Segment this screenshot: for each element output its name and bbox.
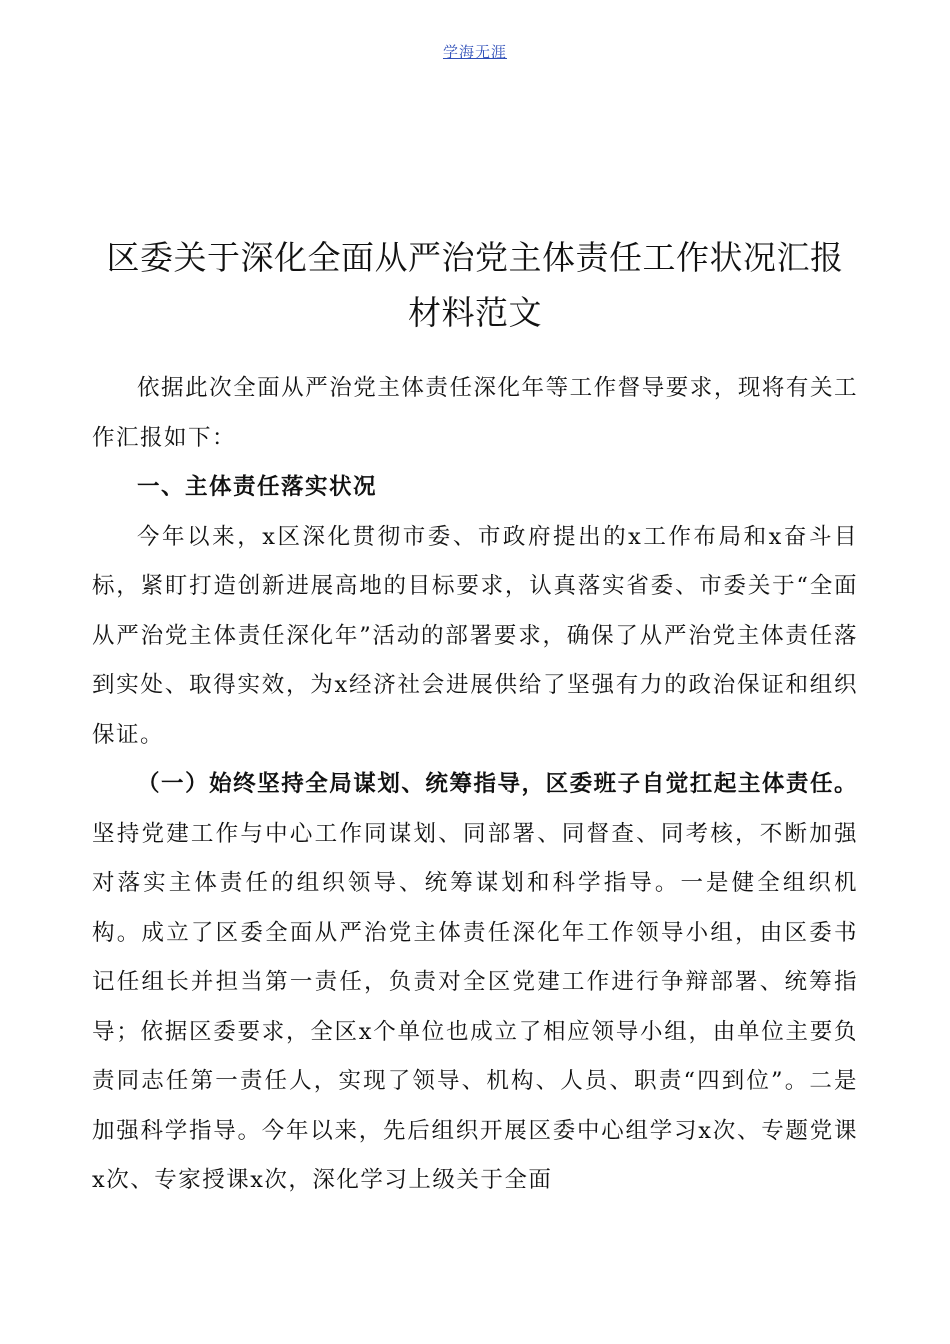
document-body bbox=[92, 364, 858, 1206]
intro-paragraph: 依据此次全面从严治党主体责任深化年等工作督导要求，现将有关工作汇报如下： bbox=[92, 375, 858, 451]
subsection-text: 坚持党建工作与中心工作同谋划、同部署、同督查、同考核，不断加强对落实主体责任的组织领导、统筹谋划和科学指导。一是健全组织机构。成立了区委全面从严治党主体责任深化年工作领导小组，由区委书记任组长并担当第一责任，负责对全区党建工作进行争辩部署、统筹指导；依据区委要求，全区x个单位也成立了相应领导小组，由单位主要负责同志任第一责任人，实现了领导、机构、人员、职责“四到位”。二是加强科学指导。今年以来，先后组织开展区委中心组学习x次、专题党课x次、专家授课x次，深化学习上级关于全面 bbox=[92, 820, 858, 1193]
section-heading: 一、主体责任落实状况 bbox=[137, 474, 378, 500]
subsection-lead: （一）始终坚持全局谋划、统筹指导，区委班子自觉扛起主体责任。 bbox=[137, 771, 858, 797]
page-header bbox=[0, 42, 950, 62]
document-title: 区委关于深化全面从严治党主体责任工作状况汇报材料范文 bbox=[106, 238, 844, 332]
header-link-text[interactable]: 学海无涯 bbox=[442, 43, 507, 61]
section-paragraph: 今年以来，x区深化贯彻市委、市政府提出的x工作布局和x奋斗目标，紧盯打造创新进展高地的目标要求，认真落实省委、市委关于“全面从严治党主体责任深化年”活动的部署要求，确保了从严治党主体责任落到实处、取得实效，为x经济社会进展供给了坚强有力的政治保证和组织保证。 bbox=[92, 523, 858, 748]
subsection-paragraph bbox=[92, 760, 858, 1206]
